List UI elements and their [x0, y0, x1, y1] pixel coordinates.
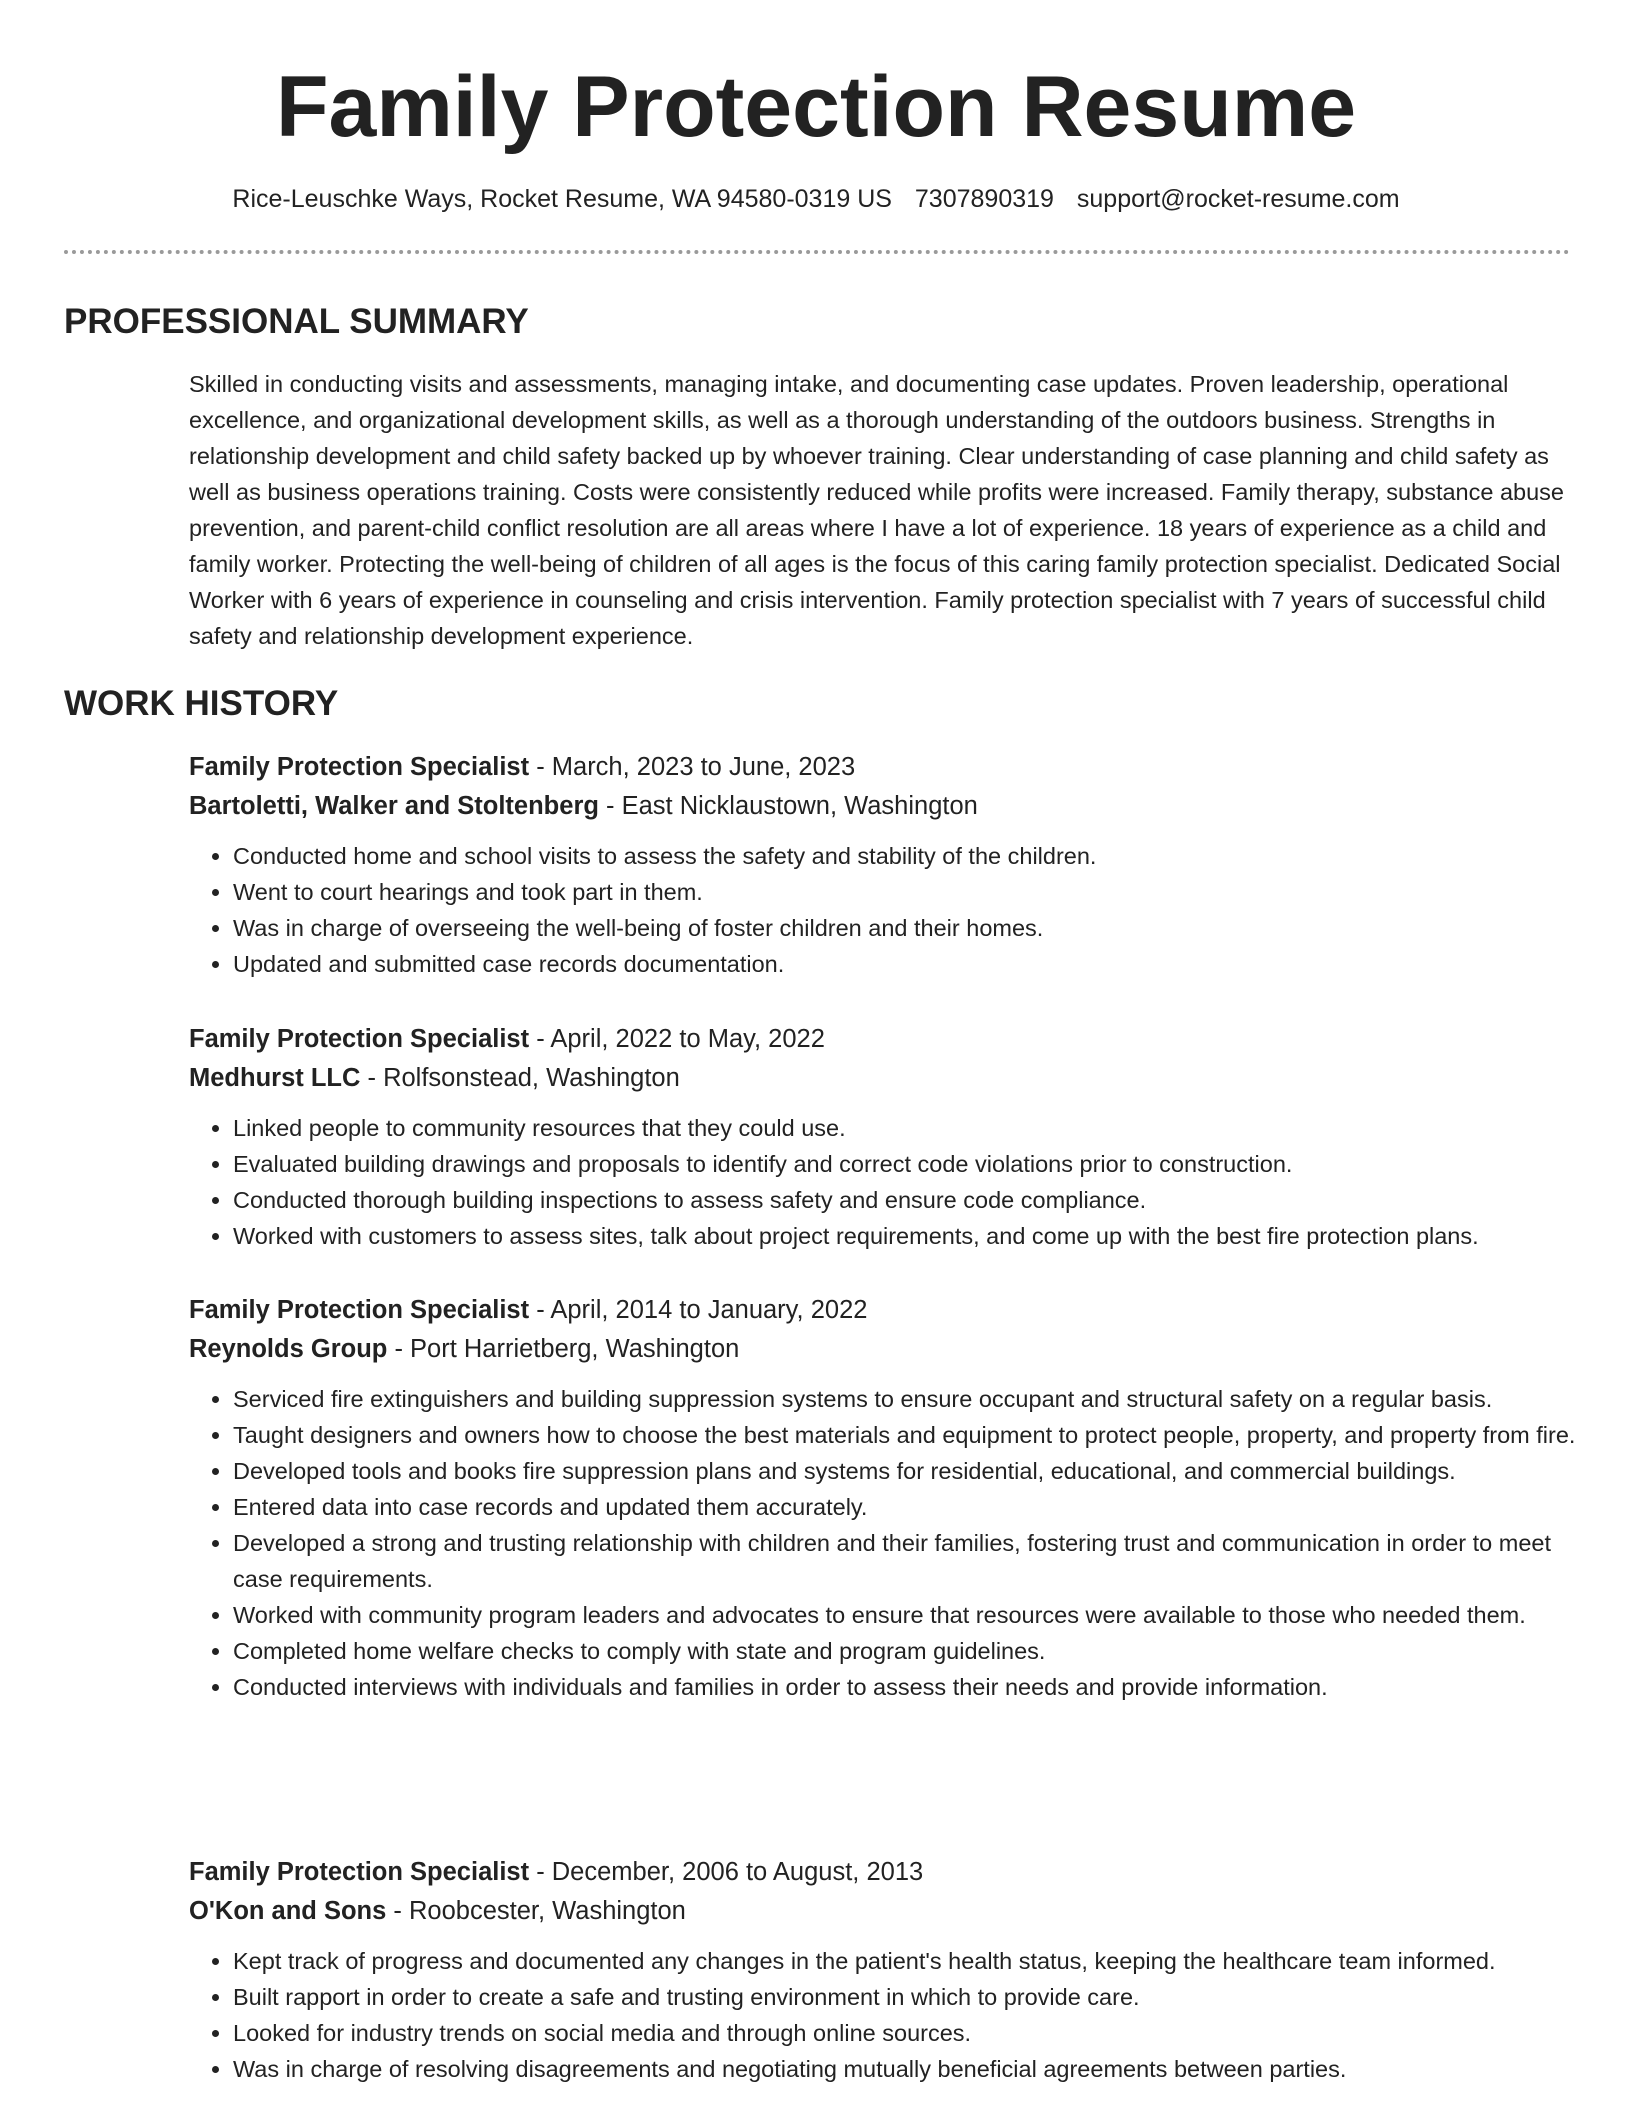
job-company: Medhurst LLC — [189, 1064, 361, 1092]
job-location: - Rolfsonstead, Washington — [360, 1064, 680, 1092]
job-bullet: • Conducted home and school visits to assess the safety and stability of the children. — [233, 838, 1579, 874]
job-bullet: • Looked for industry trends on social media and through online sources. — [233, 2015, 1579, 2051]
job-dates: - April, 2022 to May, 2022 — [529, 1025, 825, 1053]
job-dates: - December, 2006 to August, 2013 — [529, 1858, 924, 1886]
job-bullet: • Evaluated building drawings and proposals to identify and correct code violations prior to construction. — [233, 1146, 1579, 1182]
job-company: Bartoletti, Walker and Stoltenberg — [189, 792, 599, 820]
job-dates: - April, 2014 to January, 2022 — [529, 1296, 868, 1324]
summary-heading: PROFESSIONAL SUMMARY — [64, 302, 529, 341]
job-bullet: • Linked people to community resources that they could use. — [233, 1110, 1579, 1146]
job-bullet: • Taught designers and owners how to choose the best materials and equipment to protect people, property, and property from fire. — [233, 1417, 1579, 1453]
job-title-line — [189, 1020, 1579, 1059]
job-location: - East Nicklaustown, Washington — [598, 792, 978, 820]
job-bullet: • Built rapport in order to create a safe and trusting environment in which to provide care. — [233, 1979, 1579, 2015]
job-company: Reynolds Group — [189, 1335, 388, 1363]
job-company-line — [189, 787, 1579, 826]
header-divider — [64, 250, 1570, 254]
summary-text: Skilled in conducting visits and assessments, managing intake, and documenting case updates. Proven leadership, operational excellence, and organizational development skills, as well as a thorough understanding of the outdoors business. Strengths in relationship development and child safety backed up by whoever training. Clear understanding of case planning and child safety as well as business operations training. Costs were consistently reduced while profits were increased. Family therapy, substance abuse prevention, and parent-child conflict resolution are all areas where I have a lot of experience. 18 years of experience as a child and family worker. Protecting the well-being of children of all ages is the focus of this caring family protection specialist. Dedicated Social Worker with 6 years of experience in counseling and crisis intervention. Family protection specialist with 7 years of successful child safety and relationship development experience. — [189, 371, 1564, 649]
job-company-line — [189, 1059, 1579, 1098]
contact-email: support@rocket-resume.com — [1076, 185, 1400, 213]
job-bullet: • Completed home welfare checks to comply with state and program guidelines. — [233, 1633, 1579, 1669]
job-bullet: • Kept track of progress and documented any changes in the patient's health status, keeping the healthcare team informed. — [233, 1943, 1579, 1979]
job-bullet: • Went to court hearings and took part in them. — [233, 874, 1579, 910]
contact-line — [0, 182, 1632, 216]
job-role: Family Protection Specialist — [189, 1025, 530, 1053]
job-entry — [189, 1020, 1579, 1254]
job-bullets — [189, 838, 1579, 982]
job-bullets — [189, 1381, 1579, 1705]
resume-title: Family Protection Resume — [275, 59, 1357, 155]
job-company: O'Kon and Sons — [189, 1897, 387, 1925]
job-company-line — [189, 1892, 1579, 1931]
job-title-line — [189, 1853, 1579, 1892]
job-bullet: • Was in charge of overseeing the well-being of foster children and their homes. — [233, 910, 1579, 946]
job-bullet: • Developed tools and books fire suppression plans and systems for residential, educational, and commercial buildings. — [233, 1453, 1579, 1489]
job-bullets — [189, 1110, 1579, 1254]
job-bullet: • Serviced fire extinguishers and building suppression systems to ensure occupant and structural safety on a regular basis. — [233, 1381, 1579, 1417]
job-bullet: • Worked with customers to assess sites, talk about project requirements, and come up with the best fire protection plans. — [233, 1218, 1579, 1254]
job-title-line — [189, 1291, 1579, 1330]
job-bullet: • Developed a strong and trusting relationship with children and their families, fostering trust and communication in order to meet case requirements. — [233, 1525, 1579, 1597]
contact-phone: 7307890319 — [914, 185, 1054, 213]
job-bullet: • Entered data into case records and updated them accurately. — [233, 1489, 1579, 1525]
job-location: - Port Harrietberg, Washington — [387, 1335, 740, 1363]
job-bullet: • Conducted interviews with individuals and families in order to assess their needs and provide information. — [233, 1669, 1579, 1705]
work-history-heading: WORK HISTORY — [64, 684, 339, 723]
job-bullet: • Worked with community program leaders and advocates to ensure that resources were available to those who needed them. — [233, 1597, 1579, 1633]
job-dates: - March, 2023 to June, 2023 — [529, 753, 856, 781]
job-role: Family Protection Specialist — [189, 1858, 530, 1886]
contact-address: Rice-Leuschke Ways, Rocket Resume, WA 94580-0319 US — [232, 185, 892, 213]
job-location: - Roobcester, Washington — [386, 1897, 686, 1925]
job-bullet: • Conducted thorough building inspections to assess safety and ensure code compliance. — [233, 1182, 1579, 1218]
job-bullets — [189, 1943, 1579, 2087]
job-entry — [189, 748, 1579, 982]
job-entry — [189, 1291, 1579, 1705]
job-title-line — [189, 748, 1579, 787]
job-company-line — [189, 1330, 1579, 1369]
job-bullet: • Updated and submitted case records documentation. — [233, 946, 1579, 982]
job-entry — [189, 1853, 1579, 2087]
job-role: Family Protection Specialist — [189, 753, 530, 781]
job-role: Family Protection Specialist — [189, 1296, 530, 1324]
job-bullet: • Was in charge of resolving disagreements and negotiating mutually beneficial agreements between parties. — [233, 2051, 1579, 2087]
